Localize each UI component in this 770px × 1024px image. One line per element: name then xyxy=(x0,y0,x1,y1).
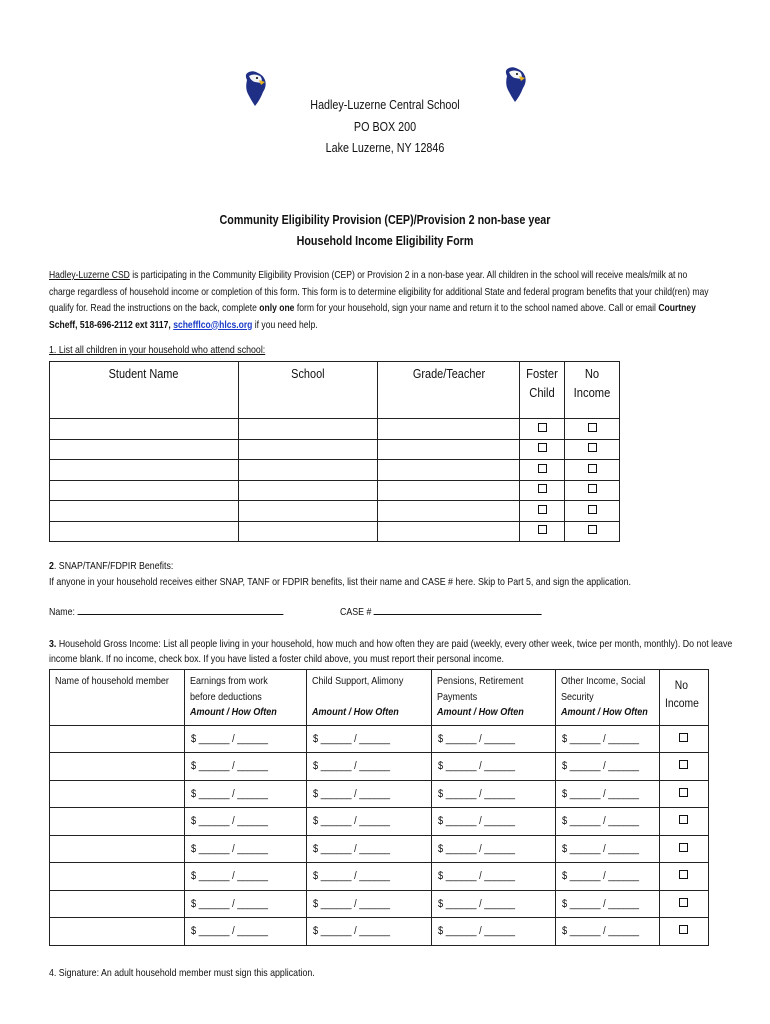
amount-blank: $ ______ / ______ xyxy=(313,842,391,855)
income-amount-cell[interactable] xyxy=(307,863,431,891)
income-col-label: No Income xyxy=(664,678,699,710)
amount-blank: $ ______ / ______ xyxy=(191,925,269,938)
no-income-checkbox[interactable] xyxy=(679,760,688,769)
children-table xyxy=(49,361,620,542)
no-income-checkbox-cell xyxy=(565,439,620,460)
foster-child-checkbox[interactable] xyxy=(538,464,547,473)
no-income-checkbox[interactable] xyxy=(679,843,688,852)
part3-number: 3. xyxy=(49,638,57,650)
income-amount-cell[interactable] xyxy=(307,890,431,918)
amount-blank: $ ______ / ______ xyxy=(191,897,269,910)
foster-child-checkbox[interactable] xyxy=(538,423,547,432)
foster-child-checkbox-cell xyxy=(520,521,565,542)
amount-blank: $ ______ / ______ xyxy=(562,842,640,855)
foster-child-checkbox[interactable] xyxy=(538,505,547,514)
household-member-name-cell[interactable] xyxy=(50,808,185,836)
household-member-name-cell[interactable] xyxy=(50,890,185,918)
income-row xyxy=(50,808,709,836)
snap-name-field[interactable] xyxy=(49,606,283,618)
household-member-name-cell[interactable] xyxy=(50,835,185,863)
income-amount-cell[interactable] xyxy=(307,725,431,753)
household-member-name-cell[interactable] xyxy=(50,863,185,891)
no-income-checkbox-cell xyxy=(565,521,620,542)
no-income-cell xyxy=(659,863,708,891)
amount-blank: $ ______ / ______ xyxy=(562,787,640,800)
no-income-cell xyxy=(659,835,708,863)
amount-blank: $ ______ / ______ xyxy=(313,732,391,745)
amount-blank: $ ______ / ______ xyxy=(437,897,515,910)
no-income-cell xyxy=(659,890,708,918)
income-col-label-2: Payments xyxy=(436,690,477,703)
foster-child-checkbox[interactable] xyxy=(538,484,547,493)
income-row xyxy=(50,890,709,918)
amount-blank: $ ______ / ______ xyxy=(562,760,640,773)
no-income-checkbox-cell xyxy=(565,460,620,481)
income-row xyxy=(50,918,709,946)
amount-blank: $ ______ / ______ xyxy=(313,760,391,773)
foster-child-checkbox-cell xyxy=(520,460,565,481)
household-member-name-cell[interactable] xyxy=(50,780,185,808)
amount-blank: $ ______ / ______ xyxy=(313,787,391,800)
no-income-checkbox[interactable] xyxy=(679,788,688,797)
part3-text xyxy=(49,637,742,667)
amount-blank: $ ______ / ______ xyxy=(562,732,640,745)
income-row xyxy=(50,753,709,781)
income-amount-cell[interactable] xyxy=(185,780,307,808)
student-name-cell[interactable] xyxy=(50,460,239,481)
amount-blank: $ ______ / ______ xyxy=(191,732,269,745)
income-amount-cell[interactable] xyxy=(431,725,555,753)
income-row xyxy=(50,863,709,891)
income-amount-cell[interactable] xyxy=(431,808,555,836)
income-amount-cell[interactable] xyxy=(431,890,555,918)
school-name: Hadley-Luzerne Central School xyxy=(310,98,460,112)
student-name-cell[interactable] xyxy=(50,521,239,542)
amount-blank: $ ______ / ______ xyxy=(191,787,269,800)
income-col-label: Other Income, Social xyxy=(561,675,646,687)
foster-child-checkbox-cell xyxy=(520,439,565,460)
amount-how-often-label: Amount / How Often xyxy=(312,706,400,718)
part1-label xyxy=(49,344,265,356)
no-income-cell xyxy=(659,780,708,808)
income-col-label: Pensions, Retirement xyxy=(436,675,524,687)
col-no-income-label: No Income xyxy=(573,366,611,400)
grade-teacher-cell[interactable] xyxy=(378,439,520,460)
foster-child-checkbox[interactable] xyxy=(538,443,547,452)
income-amount-cell[interactable] xyxy=(307,808,431,836)
no-income-checkbox-cell xyxy=(565,419,620,440)
income-amount-cell[interactable] xyxy=(185,753,307,781)
income-col-label-2: before deductions xyxy=(190,690,262,703)
income-col-label: Name of household member xyxy=(55,675,169,687)
income-col-label: Earnings from work xyxy=(190,675,268,687)
amount-blank: $ ______ / ______ xyxy=(313,925,391,938)
student-name-cell[interactable] xyxy=(50,439,239,460)
part2-text: If anyone in your household receives either SNAP, TANF or FDPIR benefits, list their name and CASE # here. Skip to Part 5, and sign the application. xyxy=(49,576,631,588)
part3-text-body: Household Gross Income: List all people living in your household, how much and how often they are paid (weekly, every other week, twice per month, monthly). Do not leave income blank. If no income, check box. If you have listed a foster child above, you must report their personal income. xyxy=(49,638,733,665)
part4-signature: 4. Signature: An adult household member must sign this application. xyxy=(49,967,315,979)
income-table xyxy=(49,669,709,946)
amount-blank: $ ______ / ______ xyxy=(191,870,269,883)
foster-child-checkbox-cell xyxy=(520,480,565,501)
income-col-2 xyxy=(307,670,431,726)
intro-paragraph xyxy=(49,268,713,334)
col-student-name xyxy=(50,362,239,419)
grade-teacher-cell[interactable] xyxy=(378,521,520,542)
no-income-checkbox[interactable] xyxy=(679,733,688,742)
income-amount-cell[interactable] xyxy=(431,863,555,891)
income-amount-cell[interactable] xyxy=(556,918,660,946)
income-amount-cell[interactable] xyxy=(185,918,307,946)
grade-teacher-cell[interactable] xyxy=(378,501,520,522)
no-income-checkbox[interactable] xyxy=(588,423,597,432)
income-col-4 xyxy=(556,670,660,726)
col-grade-teacher-label: Grade/Teacher xyxy=(412,366,485,381)
email-link[interactable]: schefflco@hlcs.org xyxy=(173,319,253,331)
income-amount-cell[interactable] xyxy=(431,753,555,781)
income-amount-cell[interactable] xyxy=(431,780,555,808)
student-name-cell[interactable] xyxy=(50,501,239,522)
no-income-checkbox-cell xyxy=(565,501,620,522)
income-amount-cell[interactable] xyxy=(556,780,660,808)
school-cell[interactable] xyxy=(238,460,378,481)
income-amount-cell[interactable] xyxy=(185,890,307,918)
income-amount-cell[interactable] xyxy=(307,780,431,808)
income-amount-cell[interactable] xyxy=(431,835,555,863)
child-row xyxy=(50,439,620,460)
school-address-1: PO BOX 200 xyxy=(353,120,417,134)
no-income-checkbox[interactable] xyxy=(679,925,688,934)
income-row xyxy=(50,725,709,753)
no-income-checkbox[interactable] xyxy=(588,443,597,452)
amount-blank: $ ______ / ______ xyxy=(191,815,269,828)
col-foster-child-label: Foster Child xyxy=(526,366,558,400)
snap-name-label: Name: xyxy=(49,606,75,618)
no-income-cell xyxy=(659,725,708,753)
income-row xyxy=(50,835,709,863)
snap-case-label: CASE # xyxy=(340,606,372,618)
no-income-checkbox[interactable] xyxy=(588,525,597,534)
amount-blank: $ ______ / ______ xyxy=(437,732,515,745)
income-amount-cell[interactable] xyxy=(556,890,660,918)
no-income-cell xyxy=(659,808,708,836)
amount-blank: $ ______ / ______ xyxy=(313,815,391,828)
child-row xyxy=(50,419,620,440)
form-title-1: Community Eligibility Provision (CEP)/Provision 2 non-base year xyxy=(219,213,551,227)
household-member-name-cell[interactable] xyxy=(50,725,185,753)
part2-title xyxy=(49,560,173,572)
income-amount-cell[interactable] xyxy=(307,835,431,863)
form-title-2: Household Income Eligibility Form xyxy=(296,234,474,248)
child-row xyxy=(50,521,620,542)
student-name-cell[interactable] xyxy=(50,419,239,440)
grade-teacher-cell[interactable] xyxy=(378,419,520,440)
amount-blank: $ ______ / ______ xyxy=(313,897,391,910)
no-income-checkbox[interactable] xyxy=(679,898,688,907)
no-income-checkbox-cell xyxy=(565,480,620,501)
no-income-checkbox[interactable] xyxy=(679,870,688,879)
school-cell[interactable] xyxy=(238,521,378,542)
household-member-name-cell[interactable] xyxy=(50,918,185,946)
amount-blank: $ ______ / ______ xyxy=(562,815,640,828)
income-amount-cell[interactable] xyxy=(185,808,307,836)
income-amount-cell[interactable] xyxy=(556,808,660,836)
amount-how-often-label: Amount / How Often xyxy=(561,706,648,718)
child-row xyxy=(50,460,620,481)
income-amount-cell[interactable] xyxy=(307,753,431,781)
amount-how-often-label: Amount / How Often xyxy=(436,706,524,718)
income-amount-cell[interactable] xyxy=(556,835,660,863)
no-income-checkbox[interactable] xyxy=(679,815,688,824)
income-amount-cell[interactable] xyxy=(185,725,307,753)
part2-title-text: . SNAP/TANF/FDPIR Benefits: xyxy=(53,560,174,572)
income-amount-cell[interactable] xyxy=(556,863,660,891)
no-income-checkbox[interactable] xyxy=(588,484,597,493)
grade-teacher-cell[interactable] xyxy=(378,460,520,481)
col-grade-teacher xyxy=(378,362,520,419)
foster-child-checkbox[interactable] xyxy=(538,525,547,534)
no-income-cell xyxy=(659,918,708,946)
col-no-income xyxy=(565,362,620,419)
col-school xyxy=(238,362,378,419)
amount-blank: $ ______ / ______ xyxy=(437,787,515,800)
income-col-5 xyxy=(659,670,708,726)
income-col-label: Child Support, Alimony xyxy=(312,675,404,687)
col-student-name-label: Student Name xyxy=(108,366,179,381)
child-row xyxy=(50,480,620,501)
no-income-cell xyxy=(659,753,708,781)
amount-blank: $ ______ / ______ xyxy=(437,842,515,855)
amount-blank: $ ______ / ______ xyxy=(313,870,391,883)
foster-child-checkbox-cell xyxy=(520,419,565,440)
income-amount-cell[interactable] xyxy=(185,863,307,891)
income-col-label-2: Security xyxy=(561,690,594,703)
part1-text: List all children in your household who attend school: xyxy=(56,344,266,356)
amount-blank: $ ______ / ______ xyxy=(437,870,515,883)
income-amount-cell[interactable] xyxy=(431,918,555,946)
part2-number: 2 xyxy=(49,560,54,572)
foster-child-checkbox-cell xyxy=(520,501,565,522)
amount-blank: $ ______ / ______ xyxy=(191,842,269,855)
snap-case-field[interactable] xyxy=(340,606,542,618)
part1-number: 1. xyxy=(49,344,57,356)
amount-blank: $ ______ / ______ xyxy=(437,925,515,938)
intro-text-3: if you need help. xyxy=(252,319,318,331)
district-name: Hadley-Luzerne CSD xyxy=(49,270,130,281)
col-school-label: School xyxy=(291,366,325,381)
amount-blank: $ ______ / ______ xyxy=(562,925,640,938)
amount-blank: $ ______ / ______ xyxy=(562,870,640,883)
income-amount-cell[interactable] xyxy=(556,725,660,753)
school-address-2: Lake Luzerne, NY 12846 xyxy=(325,141,445,155)
income-row xyxy=(50,780,709,808)
amount-blank: $ ______ / ______ xyxy=(437,760,515,773)
income-amount-cell[interactable] xyxy=(556,753,660,781)
income-col-3 xyxy=(431,670,555,726)
income-col-1 xyxy=(185,670,307,726)
contact-info: Courtney Scheff, 518-696-2112 ext 3117, xyxy=(49,303,696,331)
household-member-name-cell[interactable] xyxy=(50,753,185,781)
income-col-0 xyxy=(50,670,185,726)
school-cell[interactable] xyxy=(238,439,378,460)
only-one: only one xyxy=(259,303,295,314)
col-foster-child xyxy=(520,362,565,419)
intro-text-2: form for your household, sign your name and return it to the school named above. Call or email xyxy=(294,303,659,314)
amount-blank: $ ______ / ______ xyxy=(562,897,640,910)
income-amount-cell[interactable] xyxy=(307,918,431,946)
income-amount-cell[interactable] xyxy=(185,835,307,863)
intro-text-1: is participating in the Community Eligibility Provision (CEP) or Provision 2 in a non-base year. All children in the school will receive meals/milk at no charge regardless of household income or completion of this form. This form is to determine eligibility for additional State and federal program benefits that your child(ren) may qualify for. Read the instructions on the back, complete xyxy=(49,270,709,314)
school-cell[interactable] xyxy=(238,480,378,501)
school-cell[interactable] xyxy=(238,419,378,440)
amount-blank: $ ______ / ______ xyxy=(437,815,515,828)
amount-blank: $ ______ / ______ xyxy=(191,760,269,773)
child-row xyxy=(50,501,620,522)
grade-teacher-cell[interactable] xyxy=(378,480,520,501)
no-income-checkbox[interactable] xyxy=(588,505,597,514)
school-cell[interactable] xyxy=(238,501,378,522)
student-name-cell[interactable] xyxy=(50,480,239,501)
no-income-checkbox[interactable] xyxy=(588,464,597,473)
amount-how-often-label: Amount / How Often xyxy=(190,706,277,718)
